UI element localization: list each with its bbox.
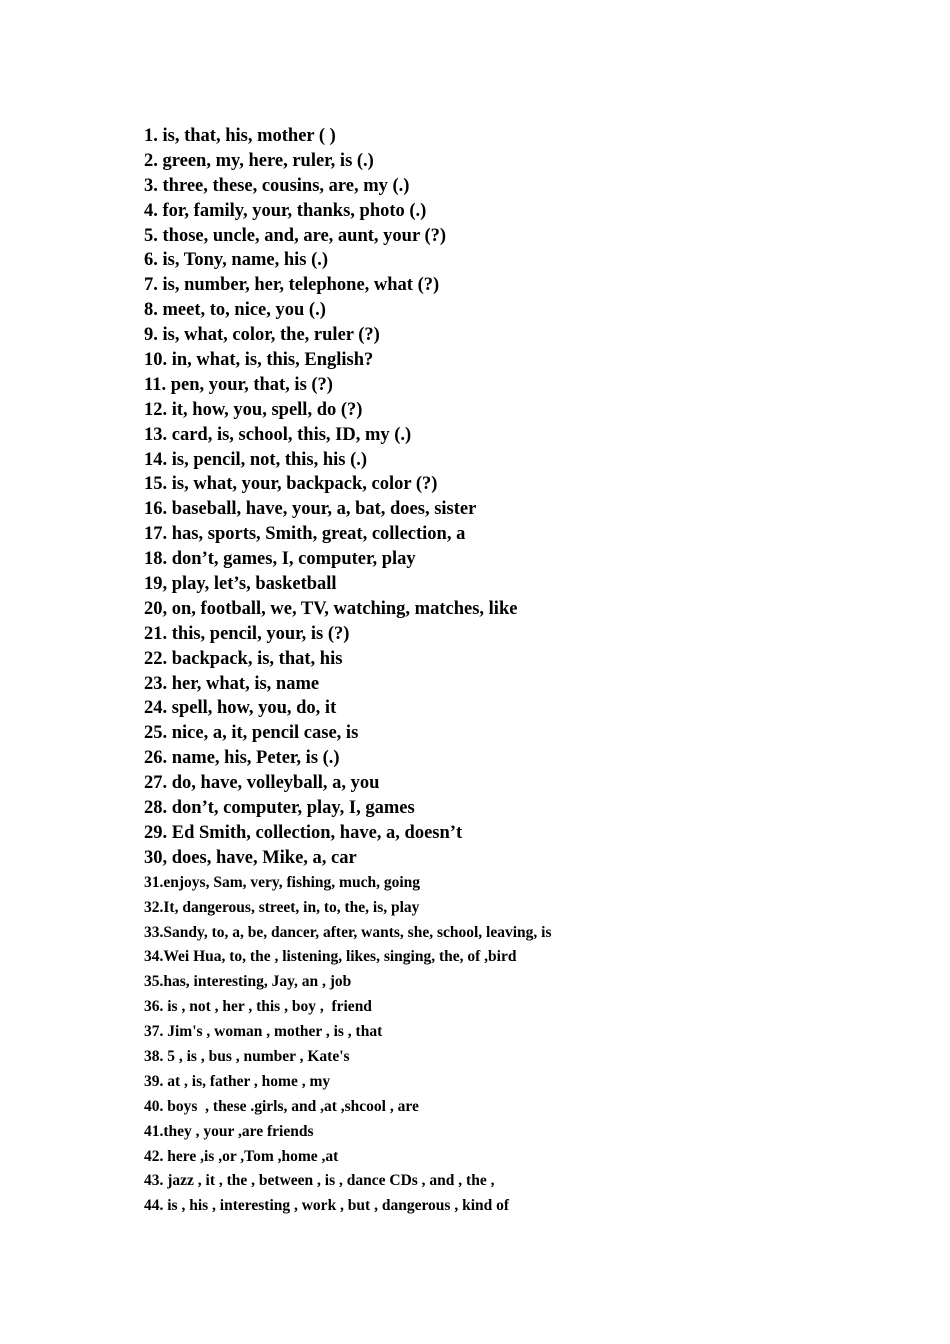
exercise-item: 43. jazz , it , the , between , is , dance CDs , and , the , xyxy=(144,1172,495,1190)
exercise-item: 4. for, family, your, thanks, photo (.) xyxy=(144,200,427,221)
exercise-item: 26. name, his, Peter, is (.) xyxy=(144,748,340,769)
exercise-item: 39. at , is, father , home , my xyxy=(144,1072,331,1090)
exercise-item: 15. is, what, your, backpack, color (?) xyxy=(144,474,438,495)
exercise-item: 1. is, that, his, mother ( ) xyxy=(144,126,336,146)
exercise-item: 38. 5 , is , bus , number , Kate's xyxy=(144,1047,350,1065)
exercise-item: 12. it, how, you, spell, do (?) xyxy=(144,399,363,420)
exercise-item: 35.has, interesting, Jay, an , job xyxy=(144,973,352,991)
exercise-item: 34.Wei Hua, to, the , listening, likes, singing, the, of ,bird xyxy=(144,948,517,966)
exercise-item: 10. in, what, is, this, English? xyxy=(144,350,374,371)
exercise-item: 7. is, number, her, telephone, what (?) xyxy=(144,275,440,296)
exercise-item: 31.enjoys, Sam, very, fishing, much, going xyxy=(144,873,421,891)
exercise-item: 29. Ed Smith, collection, have, a, doesn’t xyxy=(144,822,463,843)
exercise-item: 24. spell, how, you, do, it xyxy=(144,698,337,719)
exercise-item: 42. here ,is ,or ,Tom ,home ,at xyxy=(144,1147,339,1165)
exercise-item: 9. is, what, color, the, ruler (?) xyxy=(144,325,380,346)
exercise-item: 5. those, uncle, and, are, aunt, your (?) xyxy=(144,225,447,246)
exercise-item: 19, play, let’s, basketball xyxy=(144,574,337,595)
exercise-item: 36. is , not , her , this , boy , friend xyxy=(144,998,372,1016)
exercise-item: 3. three, these, cousins, are, my (.) xyxy=(144,175,410,196)
exercise-item: 22. backpack, is, that, his xyxy=(144,648,343,669)
exercise-item: 14. is, pencil, not, this, his (.) xyxy=(144,449,368,470)
exercise-item: 21. this, pencil, your, is (?) xyxy=(144,623,350,644)
exercise-item: 18. don’t, games, I, computer, play xyxy=(144,549,416,570)
exercise-item: 33.Sandy, to, a, be, dancer, after, wants, she, school, leaving, is xyxy=(144,923,552,941)
exercise-item: 25. nice, a, it, pencil case, is xyxy=(144,723,359,744)
exercise-item: 17. has, sports, Smith, great, collection, a xyxy=(144,524,466,545)
exercise-item: 20, on, football, we, TV, watching, matches, like xyxy=(144,598,518,619)
exercise-item: 30, does, have, Mike, a, car xyxy=(144,847,357,868)
exercise-item: 13. card, is, school, this, ID, my (.) xyxy=(144,424,412,445)
exercise-item: 41.they , your ,are friends xyxy=(144,1122,314,1140)
exercise-item: 28. don’t, computer, play, I, games xyxy=(144,798,415,819)
exercise-item: 16. baseball, have, your, a, bat, does, sister xyxy=(144,499,477,520)
exercise-item: 11. pen, your, that, is (?) xyxy=(144,374,333,395)
exercise-item: 23. her, what, is, name xyxy=(144,673,320,694)
exercise-item: 37. Jim's , woman , mother , is , that xyxy=(144,1023,383,1041)
exercise-item: 40. boys , these .girls, and ,at ,shcool , are xyxy=(144,1097,419,1115)
exercise-item: 6. is, Tony, name, his (.) xyxy=(144,250,329,271)
exercise-item: 44. is , his , interesting , work , but , dangerous , kind of xyxy=(144,1197,510,1215)
exercise-item: 8. meet, to, nice, you (.) xyxy=(144,300,326,321)
exercise-list xyxy=(144,124,904,1219)
exercise-item: 2. green, my, here, ruler, is (.) xyxy=(144,150,374,171)
exercise-item: 32.It, dangerous, street, in, to, the, is, play xyxy=(144,898,420,916)
exercise-item: 27. do, have, volleyball, a, you xyxy=(144,773,380,794)
